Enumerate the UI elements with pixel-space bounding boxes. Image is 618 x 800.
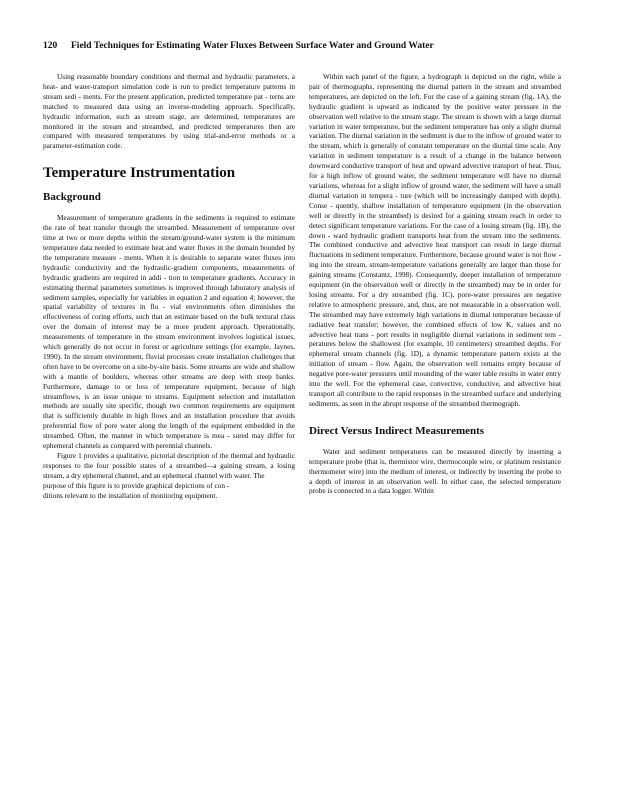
left-column <box>43 72 295 501</box>
subsection-heading: Direct Versus Indirect Measurements <box>309 424 485 437</box>
paragraph: Water and sediment temperatures can be measured directly by inserting a temperature probe (that is, thermistor wire, thermocouple wire, or platinum resistance thermometer wire) into the medium of interest, or indirectly by inserting the probe to a depth of interest in an observation well. In either case, the selected temperature probe is connected to a data logger. Within <box>309 446 561 496</box>
paragraph-continued: ditions relevant to the installation of monitoring equipment. <box>43 490 218 500</box>
paragraph: Figure 1 provides a qualitative, pictorial description of the thermal and hydraulic responses to the four possible states of a streambed—a gaining stream, a losing stream, a dry ephemeral channel, and an ephemeral channel with water. The <box>43 451 295 480</box>
right-column <box>309 72 561 496</box>
subsection-heading: Background <box>43 191 101 204</box>
paragraph: Within each panel of the figure, a hydrograph is depicted on the right, while a pair of thermographs, representing the diurnal pattern in the stream and streambed temperatures, are depicted on the left. For the case of a gaining stream (fig. 1A), the hydraulic gradient is upward as indicated by the positive water pressure in the observation well relative to the stream stage. The stream is shown with a large diurnal variation in water temperature, but the sediment temperature has only a slight diurnal variation. The diurnal variation in the sediment is due to the inflow of ground water to the stream, which is generally of constant temperature on the diurnal time scale. Any variation in sediment temperature is a result of a change in the balance between downward conductive transport of heat and upward advective transport of heat. Thus, for a high inflow of ground water, the sediment temperature will have no diurnal variations, whereas for a slight inflow of ground water, the sediment will have a small diurnal variation in tempera - ture (which will be increasingly damped with depth). Conse - quently, shallow installation of temperature equipment (in the observation well or directly in the streambed) is desired for a gaining stream reach in order to detect significant temperature variations. For the case of a losing stream (fig. 1B), the down - ward hydraulic gradient transports heat from the stream into the sediments. The combined conductive and advective heat transport can result in large diurnal fluctuations in sediment temperature. Furthermore, because ground water is not flow - ing into the stream, stream-temperature variations generally are larger than those for gaining streams (Constantz, 1998). Consequently, deeper installation of temperature equipment (in the observation well or directly in the streambed) may be in order for losing streams. For a dry streambed (fig. 1C), pore-water pressures are negative relative to atmospheric pressure, and, thus, are not measurable in a observation well. The streambed may have extremely high variations in diurnal temperature because of radiative heat transfer; however, the combined effects of low K, values and no advective heat trans - port results in negligible diurnal variations in sediment tem - peratures below the shallowest (for example, 10 centimeters) streambed depths. For ephemeral stream channels (fig. 1D), a dynamic temperature pattern exists at the initiation of stream - flow. Again, the observation well remains empty because of negative pore-water pressures until mounding of the water table results in water entry into the well. For the ephemeral case, convective, conductive, and advective heat transport all contribute to the rapid responses in the streambed surface and underlying sediments, as seen in the abrupt response of the streambed thermograph. <box>309 72 561 408</box>
paragraph: Using reasonable boundary conditions and thermal and hydraulic parameters, a heat- and water-transport simulation code is run to predict temperature patterns in stream sedi - ments. For the present application, predicted temperature pat - terns are matched to measured data using an inverse-modeling approach. Specifically, hydraulic information, such as stream stage, are determined, temperatures are monitored in the stream and streambed, and predicted temperatures then are compared with measured temperatures by using trial-and-error methods or a parameter-estimation code. <box>43 72 295 151</box>
paragraph-continued: purpose of this figure is to provide graphical depictions of con - <box>43 480 230 490</box>
page-number: 120 <box>43 41 58 51</box>
running-header <box>43 41 583 51</box>
section-heading: Temperature Instrumentation <box>43 165 236 182</box>
paragraph: Measurement of temperature gradients in the sediments is required to estimate the rate of heat transfer through the streambed. Measurement of temperature over time at two or more depths within the stream/ground-water system is the minimum temperature data needed to estimate heat and water fluxes in the domain bounded by the temperature measure - ments. When it is desirable to separate water fluxes into hydraulic conductivity and the hydraulic-gradient components, measurements of hydraulic gradients are required in addi - tion to temperature gradients. Accuracy in estimating thermal parameters sometimes is improved through laboratory analysis of sediment samples, especially for variables in equation 2 and equation 4; however, the spatial variability of textures in flu - vial environments often diminishes the effectiveness of coring efforts, such that an estimate based on the bulk textural class over the domain of interest may be a more prudent approach. Operationally, measurements of temperature in the stream environment involves logistical issues, which generally do not occur in forest or agriculture settings (for example, Jaynes, 1990). In the stream environment, fluvial processes create installation challenges that often have to be overcome on a site-by-site basis. Some streams are wide and shallow with a mantle of boulders, whereas other streams are deep with steep banks. Furthermore, damage to or loss of temperature equipment, because of high streamflows, is an issue unique to streams. Equipment selection and installation methods are usually site specific, though two common requirements are equipment that is sufficiently durable in high flows and an installation procedure that avoids preferential flow of pore water along the length of the equipment embedded in the streambed. Often, the manner in which temperature is mea - sured may differ for ephemeral channels as compared with perennial channels. <box>43 213 295 451</box>
running-title: Field Techniques for Estimating Water Fluxes Between Surface Water and Ground Water <box>71 41 434 51</box>
